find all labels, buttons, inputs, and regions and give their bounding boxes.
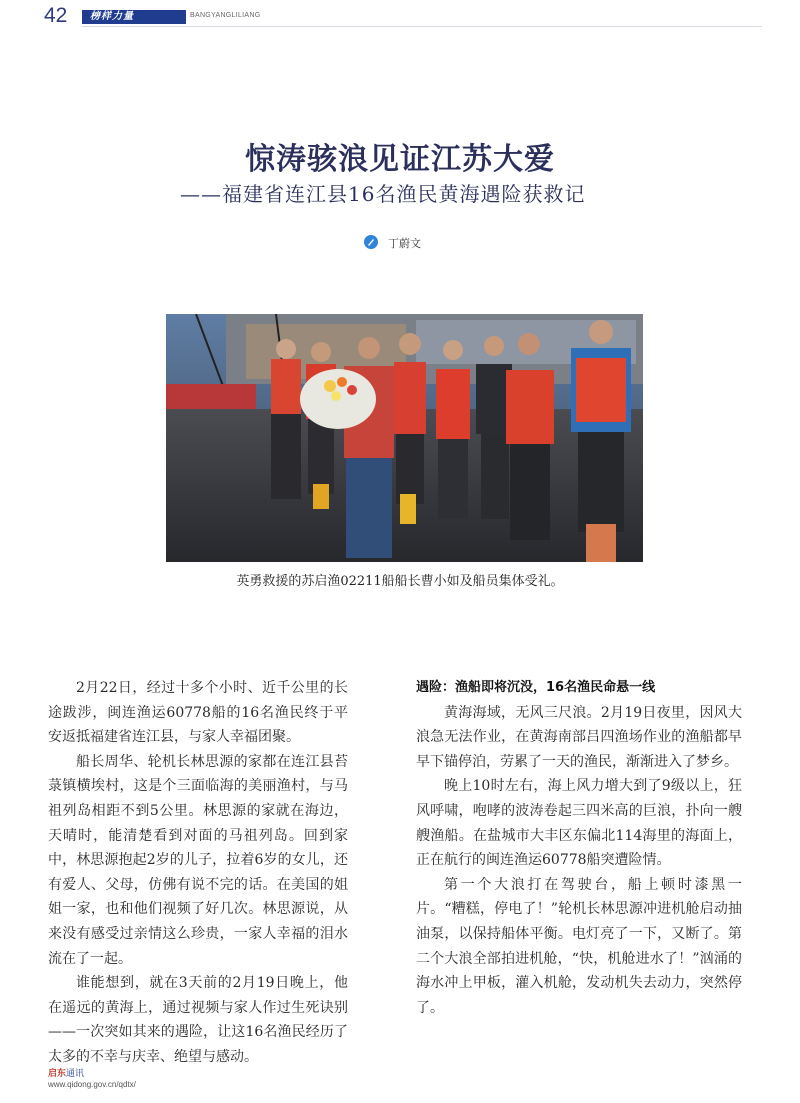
body-paragraph: 晚上10时左右，海上风力增大到了9级以上，狂风呼啸，咆哮的波涛卷起三四米高的巨浪，扑向一艘艘渔船。在盐城市大丰区东偏北114海里的海面上，正在航行的闽连渔运60778船突遭险情。 bbox=[416, 778, 742, 869]
section-tag-english: BANGYANGLILIANG bbox=[190, 12, 261, 19]
page-number: 42 bbox=[44, 4, 68, 27]
photo-caption: 英勇救援的苏启渔02211船船长曹小如及船员集体受礼。 bbox=[236, 574, 564, 589]
article-title: 惊涛骇浪见证江苏大爱 bbox=[245, 142, 555, 177]
article-photo bbox=[166, 314, 643, 562]
header-divider bbox=[82, 26, 762, 27]
pen-icon bbox=[364, 235, 378, 249]
section-tag: 榜样力量 bbox=[82, 10, 186, 24]
body-paragraph: 谁能想到，就在3天前的2月19日晚上，他在遥远的黄海上，通过视频与家人作过生死诀别——一次突如其来的遇险，让这16名渔民经历了太多的不幸与庆幸、绝望与感动。 bbox=[48, 975, 348, 1065]
body-column-right bbox=[416, 676, 742, 1020]
page-header bbox=[44, 6, 764, 28]
author-name: 丁蔚文 bbox=[388, 237, 421, 250]
body-paragraph: 第一个大浪打在驾驶台，船上顿时漆黑一片。“糟糕，停电了！”轮机长林思源冲进机舱启动抽油泵，以保持船体平衡。电灯亮了一下，又断了。第二个大浪全部拍进机舱，“快，机舱进水了！”汹涌的海水冲上甲板，灌入机舱，发动机失去动力，突然停了。 bbox=[416, 876, 742, 1016]
section-heading: 遇险：渔船即将沉没，16名渔民命悬一线 bbox=[416, 680, 656, 695]
body-paragraph: 2月22日，经过十多个小时、近千公里的长途跋涉，闽连渔运60778船的16名渔民终于平安返抵福建省连江县，与家人幸福团聚。 bbox=[48, 680, 348, 746]
body-paragraph: 船长周华、轮机长林思源的家都在连江县苔菉镇横埃村，这是个三面临海的美丽渔村，与马祖列岛相距不到5公里。林思源的家就在海边，天晴时，能清楚看到对面的马祖列岛。回到家中，林思源抱起2岁的儿子，拉着6岁的女儿，还有爱人、父母，仿佛有说不完的话。在美国的姐姐一家，也和他们视频了好几次。林思源说，从来没有感受过亲情这么珍贵，一家人幸福的泪水流在了一起。 bbox=[48, 753, 348, 967]
publication-name-part: 启东 bbox=[48, 1069, 67, 1079]
publication-url[interactable]: www.qidong.gov.cn/qdtx/ bbox=[48, 1080, 136, 1089]
publication-name bbox=[48, 1066, 136, 1079]
body-paragraph: 黄海海域，无风三尺浪。2月19日夜里，因风大浪急无法作业，在黄海南部吕四渔场作业的渔船都早早下锚停泊，劳累了一天的渔民，渐渐进入了梦乡。 bbox=[416, 704, 742, 770]
page-footer bbox=[48, 1066, 136, 1089]
article-subtitle: ——福建省连江县16名渔民黄海遇险获救记 bbox=[180, 182, 586, 206]
body-column-left bbox=[48, 676, 348, 1070]
publication-name-part: 通讯 bbox=[66, 1069, 85, 1079]
